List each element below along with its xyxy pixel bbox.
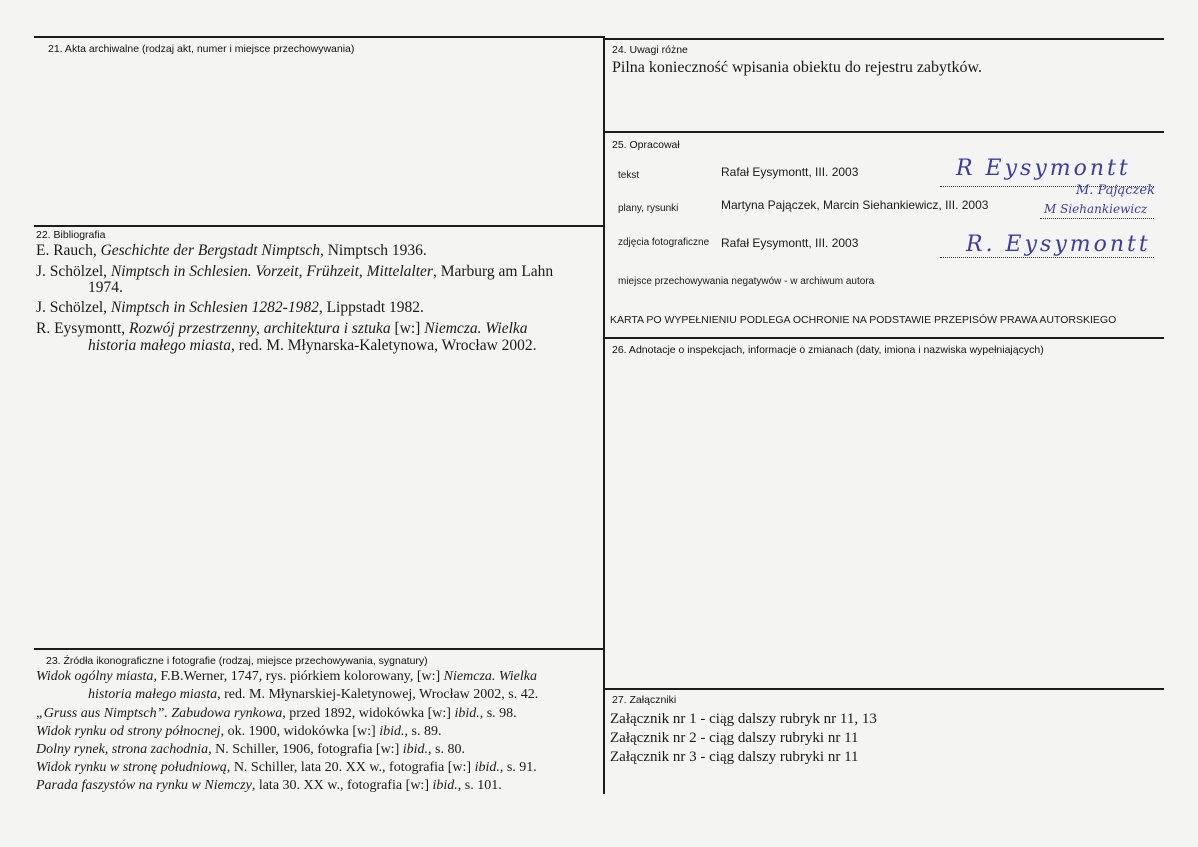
- section-25-label: 25. Opracował: [612, 139, 680, 151]
- attachment-item: Załącznik nr 3 - ciąg dalszy rubryki nr 11: [610, 749, 859, 765]
- section-21-label: 21. Akta archiwalne (rodzaj akt, numer i miejsce przechowywania): [48, 43, 355, 55]
- rule-top-right: [604, 38, 1164, 40]
- attachment-item: Załącznik nr 1 - ciąg dalszy rubryk nr 11, 13: [610, 711, 877, 727]
- signature: R Eysymontt: [956, 156, 1131, 181]
- rule-s22-top: [34, 225, 604, 227]
- bibliography-entry-continuation: historia małego miasta, red. M. Młynarska-Kaletynowa, Wrocław 2002.: [88, 337, 537, 354]
- author-row-value: Rafał Eysymontt, III. 2003: [721, 236, 859, 250]
- author-row-key: tekst: [618, 170, 640, 181]
- section-27-label: 27. Załączniki: [612, 694, 677, 706]
- rule-s26-top: [604, 337, 1164, 339]
- bibliography-entry: R. Eysymontt, Rozwój przestrzenny, architektura i sztuka [w:] Niemcza. Wielka: [36, 320, 528, 337]
- section-22-label: 22. Bibliografia: [36, 229, 106, 241]
- bibliography-entry: E. Rauch, Geschichte der Bergstadt Nimptsch, Nimptsch 1936.: [36, 242, 427, 259]
- copyright-notice: KARTA PO WYPEŁNIENIU PODLEGA OCHRONIE NA PODSTAWIE PRZEPISÓW PRAWA AUTORSKIEGO: [610, 314, 1117, 326]
- author-row-key: zdjęcia fotograficzne: [618, 237, 710, 248]
- attachment-item: Załącznik nr 2 - ciąg dalszy rubryki nr 11: [610, 730, 859, 746]
- bibliography-entry-continuation: 1974.: [88, 279, 123, 296]
- signature-line: [940, 257, 1154, 258]
- section-26-label: 26. Adnotacje o inspekcjach, informacje o zmianach (daty, imiona i nazwiska wypełniających): [612, 344, 1044, 356]
- section-24-label: 24. Uwagi różne: [612, 44, 688, 56]
- signature: M. Pajączek: [1076, 183, 1155, 198]
- iconography-entry-continuation: historia małego miasta, red. M. Młynarskiej-Kaletynowej, Wrocław 2002, s. 42.: [88, 687, 539, 702]
- iconography-entry: „Gruss aus Nimptsch”. Zabudowa rynkowa, przed 1892, widokówka [w:] ibid., s. 98.: [36, 706, 517, 721]
- remarks-text: Pilna konieczność wpisania obiektu do rejestru zabytków.: [612, 59, 982, 76]
- rule-top-left: [34, 36, 604, 38]
- signature: R. Eysymontt: [966, 232, 1151, 257]
- rule-s27-top: [604, 688, 1164, 690]
- author-row-value: Martyna Pajączek, Marcin Siehankiewicz, III. 2003: [721, 198, 989, 212]
- author-row-value: Rafał Eysymontt, III. 2003: [721, 165, 859, 179]
- rule-s27-bottom: [34, 648, 604, 650]
- rule-s25-top: [604, 131, 1164, 133]
- iconography-entry: Dolny rynek, strona zachodnia, N. Schiller, 1906, fotografia [w:] ibid., s. 80.: [36, 742, 465, 757]
- iconography-entry: Widok rynku od strony północnej, ok. 1900, widokówka [w:] ibid., s. 89.: [36, 724, 442, 739]
- iconography-entry: Widok ogólny miasta, F.B.Werner, 1747, rys. piórkiem kolorowany, [w:] Niemcza. Wielka: [36, 669, 537, 684]
- iconography-entry: Widok rynku w stronę południową, N. Schiller, lata 20. XX w., fotografia [w:] ibid., s. 91.: [36, 760, 537, 775]
- negatives-location: miejsce przechowywania negatywów - w archiwum autora: [618, 276, 875, 287]
- iconography-entry: Parada faszystów na rynku w Niemczy, lata 30. XX w., fotografia [w:] ibid., s. 101.: [36, 778, 502, 793]
- signature-line: [1040, 218, 1154, 219]
- author-row-key: plany, rysunki: [618, 203, 679, 214]
- section-23-label: 23. Źródła ikonograficzne i fotografie (rodzaj, miejsce przechowywania, sygnatury): [46, 655, 428, 667]
- signature: M Siehankiewicz: [1044, 202, 1148, 216]
- bibliography-entry: J. Schölzel, Nimptsch in Schlesien 1282-1982, Lippstadt 1982.: [36, 299, 424, 316]
- bibliography-entry: J. Schölzel, Nimptsch in Schlesien. Vorzeit, Frühzeit, Mittelalter, Marburg am Lahn: [36, 263, 554, 280]
- rule-center-vertical: [603, 36, 605, 794]
